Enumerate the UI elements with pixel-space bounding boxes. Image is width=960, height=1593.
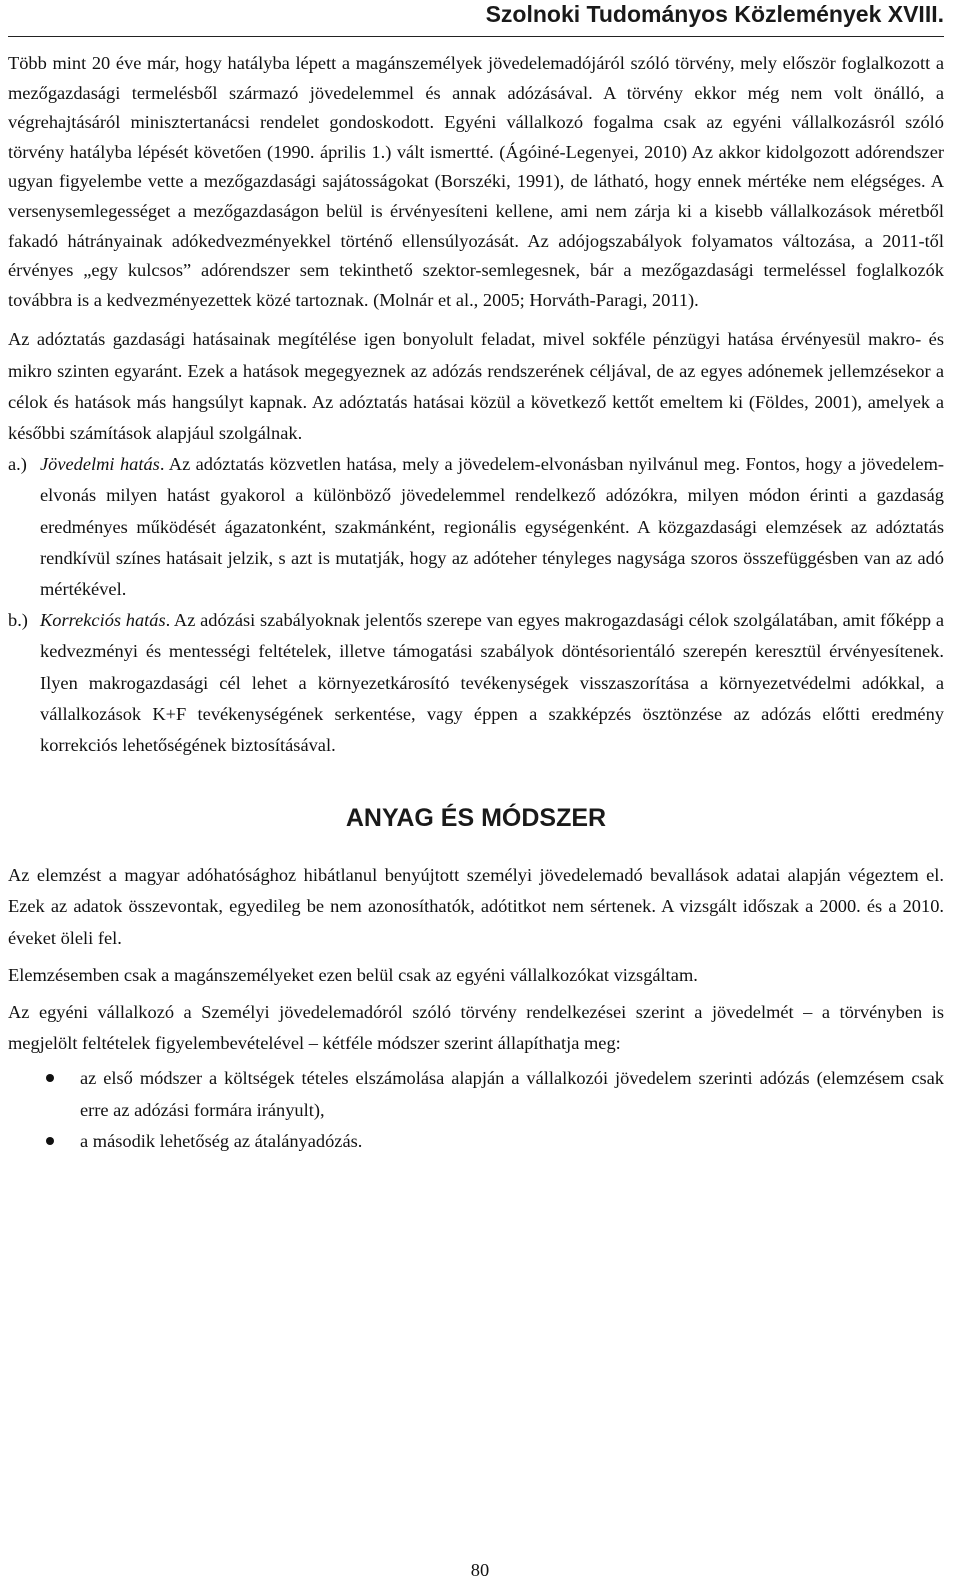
- method-bullet-list: [8, 1063, 944, 1157]
- method-paragraph-2: Elemzésemben csak a magánszemélyeket ezen belül csak az egyéni vállalkozókat vizsgáltam.: [8, 964, 698, 985]
- item-term: Korrekciós hatás: [40, 610, 166, 631]
- method-paragraph-1: Az elemzést a magyar adóhatósághoz hibátlanul benyújtott személyi jövedelemadó bevallások adatai alapján végeztem el. Ezek az adatok összevontak, egyedileg be nem azonosíthatók, adótitkot nem sértenek. A vizsgált időszak a 2000. és a 2010. éveket öleli fel.: [8, 865, 944, 948]
- item-label: b.): [8, 610, 28, 631]
- item-text: . Az adózási szabályoknak jelentős szerepe van egyes makrogazdasági célok szolgálatában, amit főképp a kedvezményi és mentességi feltételek, illetve támogatási szabályok döntésorientáló szerepén keresztül érvényesítenek. Ilyen makrogazdasági cél lehet a környezetkárosító tevékenységek visszaszorítása a környezetvédelmi adókkal, a vállalkozások K+F tevékenységének serkentése, vagy éppen a szakképzés ösztönzése az adózás előtti eredmény korrekciós lehetőségének biztosításával.: [40, 610, 944, 755]
- item-term: Jövedelmi hatás: [40, 454, 160, 475]
- list-item-korrekcios-hatas: [8, 605, 944, 761]
- bullet-icon: [46, 1074, 54, 1082]
- bullet-icon: [46, 1137, 54, 1145]
- document-body: [8, 49, 944, 1157]
- list-item-jovedelmi-hatas: [8, 449, 944, 605]
- effects-paragraph: Az adóztatás gazdasági hatásainak megítélése igen bonyolult feladat, mivel sokféle pénzügyi hatása érvényesül makro- és mikro szinten egyaránt. Ezek a hatások megegyeznek az adózás rendszerének céljával, de az egyes adónemek jellemzésekor a célok és hatások más hangsúlyt kapnak. Az adóztatás hatásai közül a következő kettőt emeltem ki (Földes, 2001), amelyek a későbbi számítások alapjául szolgálnak.: [8, 329, 944, 443]
- method-paragraph-3: Az egyéni vállalkozó a Személyi jövedelemadóról szóló törvény rendelkezései szerint a jövedelmét – a törvényben is megjelölt feltételek figyelembevételével – kétféle módszer szerint állapíthatja meg:: [8, 1002, 944, 1054]
- bullet-item: [8, 1126, 944, 1157]
- header-divider: [8, 36, 944, 37]
- bullet-text: az első módszer a költségek tételes elszámolása alapján a vállalkozói jövedelem szerinti adózás (elemzésem csak erre az adózási formára irányult),: [80, 1068, 944, 1120]
- intro-paragraph: Több mint 20 éve már, hogy hatályba lépett a magánszemélyek jövedelemadójáról szóló törvény, mely először foglalkozott a mezőgazdasági termelésből származó jövedelemmel és annak adózásával. A törvény ekkor még nem volt önálló, a végrehajtásáról minisztertanácsi rendelet gondoskodott. Egyéni vállalkozó fogalma csak az egyéni vállalkozásról szóló törvény hatályba lépését követően (1990. április 1.) vált ismertté. (Ágóiné-Legenyei, 2010) Az akkor kidolgozott adórendszer ugyan figyelembe vette a mezőgazdasági sajátosságokat (Borszéki, 1991), de látható, hogy ennek mértéke nem elégséges. A versenysemlegességet a mezőgazdaságon belül is érvényesíteni kellene, ami nem zárja ki a kisebb vállalkozások méretből fakadó hátrányainak adókedvezményekkel történő ellensúlyozását. Az adójogszabályok folyamatos változása, a 2011-től érvényes „egy kulcsos” adórendszer sem tekinthető szektor-semlegesnek, bár a mezőgazdasági termeléssel foglalkozók továbbra is a kedvezményezettek közé tartoznak. (Molnár et al., 2005; Horváth-Paragi, 2011).: [8, 53, 944, 310]
- item-text: . Az adóztatás közvetlen hatása, mely a jövedelem-elvonásban nyilvánul meg. Fontos, hogy a jövedelem-elvonás milyen hatást gyakorol a különböző jövedelemmel rendelkező adózókra, milyen módon érinti a gazdaság eredményes működését ágazatonként, szakmánként, regionális egységenként. A közgazdasági elemzések az adóztatás rendkívül színes hatásait jelzik, s azt is mutatják, hogy az adóteher tényleges nagysága szoros összefüggésben van az adó mértékével.: [40, 454, 944, 599]
- page-number: 80: [470, 1560, 490, 1580]
- bullet-item: [8, 1063, 944, 1125]
- item-label: a.): [8, 454, 27, 475]
- section-heading: ANYAG ÉS MÓDSZER: [345, 804, 607, 833]
- running-header: Szolnoki Tudományos Közlemények XVIII.: [485, 1, 944, 27]
- bullet-text: a második lehetőség az átalányadózás.: [80, 1130, 363, 1151]
